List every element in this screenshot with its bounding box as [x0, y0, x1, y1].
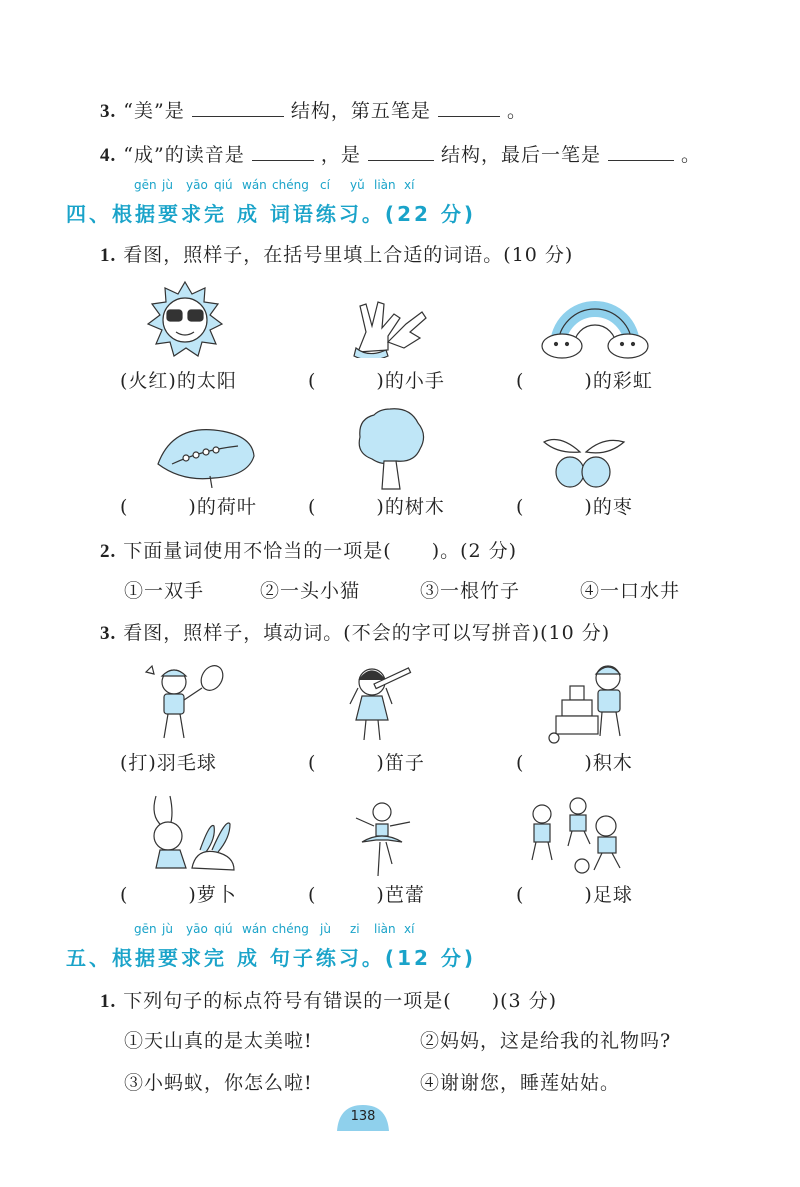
option-b[interactable]: ②一头小猫 — [260, 580, 361, 602]
question-number: 2. — [100, 541, 117, 562]
option-d[interactable]: ④谢谢您，睡莲姑姑。 — [420, 1072, 621, 1094]
tree-image — [352, 405, 428, 493]
sun-with-sunglasses-image — [140, 280, 230, 360]
option-a[interactable]: ①一双手 — [124, 580, 205, 602]
question-4 — [100, 140, 701, 167]
question-text: 。 — [681, 144, 702, 166]
fill-label[interactable]: ( )萝卜 — [120, 884, 237, 906]
question-3 — [100, 96, 527, 123]
question-text: 结构，第五笔是 — [290, 100, 431, 122]
fill-label[interactable]: ( )笛子 — [308, 752, 425, 774]
option-d[interactable]: ④一口水井 — [580, 580, 681, 602]
hands-image — [348, 292, 428, 358]
question-text: 。 — [506, 100, 527, 122]
lotus-leaf-image — [152, 420, 262, 488]
kids-playing-football-image — [524, 790, 636, 878]
answer-blank[interactable] — [252, 142, 314, 161]
flute-girl-image — [340, 660, 420, 744]
badminton-kid-image — [140, 660, 230, 744]
option-c[interactable]: ③一根竹子 — [420, 580, 521, 602]
s4-question-2 — [100, 536, 517, 563]
s4-question-1 — [100, 240, 573, 267]
question-text: 下列句子的标点符号有错误的一项是( )(3 分) — [123, 990, 558, 1012]
building-blocks-kid-image — [546, 656, 642, 744]
question-number: 1. — [100, 245, 117, 266]
answer-blank[interactable] — [368, 142, 434, 161]
section-4-title: 四、根据要求完 成 词语练习。(22 分) — [66, 202, 477, 226]
section-4-pinyin: gēn jù yāo qiú wán chéng cí yǔ liàn xí — [134, 178, 415, 192]
fill-label: (火红)的太阳 — [120, 370, 237, 392]
rainbow-image — [540, 296, 650, 362]
jujube-image — [540, 432, 628, 492]
fill-label[interactable]: ( )的枣 — [516, 496, 633, 518]
fill-label[interactable]: ( )的小手 — [308, 370, 445, 392]
answer-blank[interactable] — [608, 142, 674, 161]
fill-label[interactable]: ( )芭蕾 — [308, 884, 425, 906]
question-text: 看图，照样子，填动词。(不会的字可以写拼音)(10 分) — [123, 622, 611, 644]
fill-label[interactable]: ( )积木 — [516, 752, 633, 774]
question-text: “美”是 — [123, 100, 185, 122]
page-number: 138 — [350, 1109, 376, 1124]
question-number: 4. — [100, 145, 117, 166]
question-text: 下面量词使用不恰当的一项是( )。(2 分) — [123, 540, 518, 562]
s4-question-3 — [100, 618, 610, 645]
answer-blank[interactable] — [438, 98, 500, 117]
option-b[interactable]: ②妈妈，这是给我的礼物吗? — [420, 1030, 672, 1052]
question-number: 3. — [100, 101, 117, 122]
question-text: 结构，最后一笔是 — [440, 144, 601, 166]
section-5-title: 五、根据要求完 成 句子练习。(12 分) — [66, 946, 477, 970]
question-text: ，是 — [320, 144, 361, 166]
question-text: “成”的读音是 — [123, 144, 245, 166]
fill-label: (打)羽毛球 — [120, 752, 217, 774]
option-c[interactable]: ③小蚂蚁，你怎么啦! — [124, 1072, 313, 1094]
question-text: 看图，照样子，在括号里填上合适的词语。(10 分) — [123, 244, 574, 266]
fill-label[interactable]: ( )的彩虹 — [516, 370, 653, 392]
answer-blank[interactable] — [192, 98, 284, 117]
option-a[interactable]: ①天山真的是太美啦! — [124, 1030, 313, 1052]
question-number: 3. — [100, 623, 117, 644]
question-number: 1. — [100, 991, 117, 1012]
section-5-pinyin: gēn jù yāo qiú wán chéng jù zi liàn xí — [134, 922, 415, 936]
rabbit-pulling-radish-image — [140, 792, 240, 876]
ballet-dancer-image — [348, 796, 418, 880]
fill-label[interactable]: ( )足球 — [516, 884, 633, 906]
fill-label[interactable]: ( )的树木 — [308, 496, 445, 518]
s5-question-1 — [100, 986, 557, 1013]
fill-label[interactable]: ( )的荷叶 — [120, 496, 257, 518]
